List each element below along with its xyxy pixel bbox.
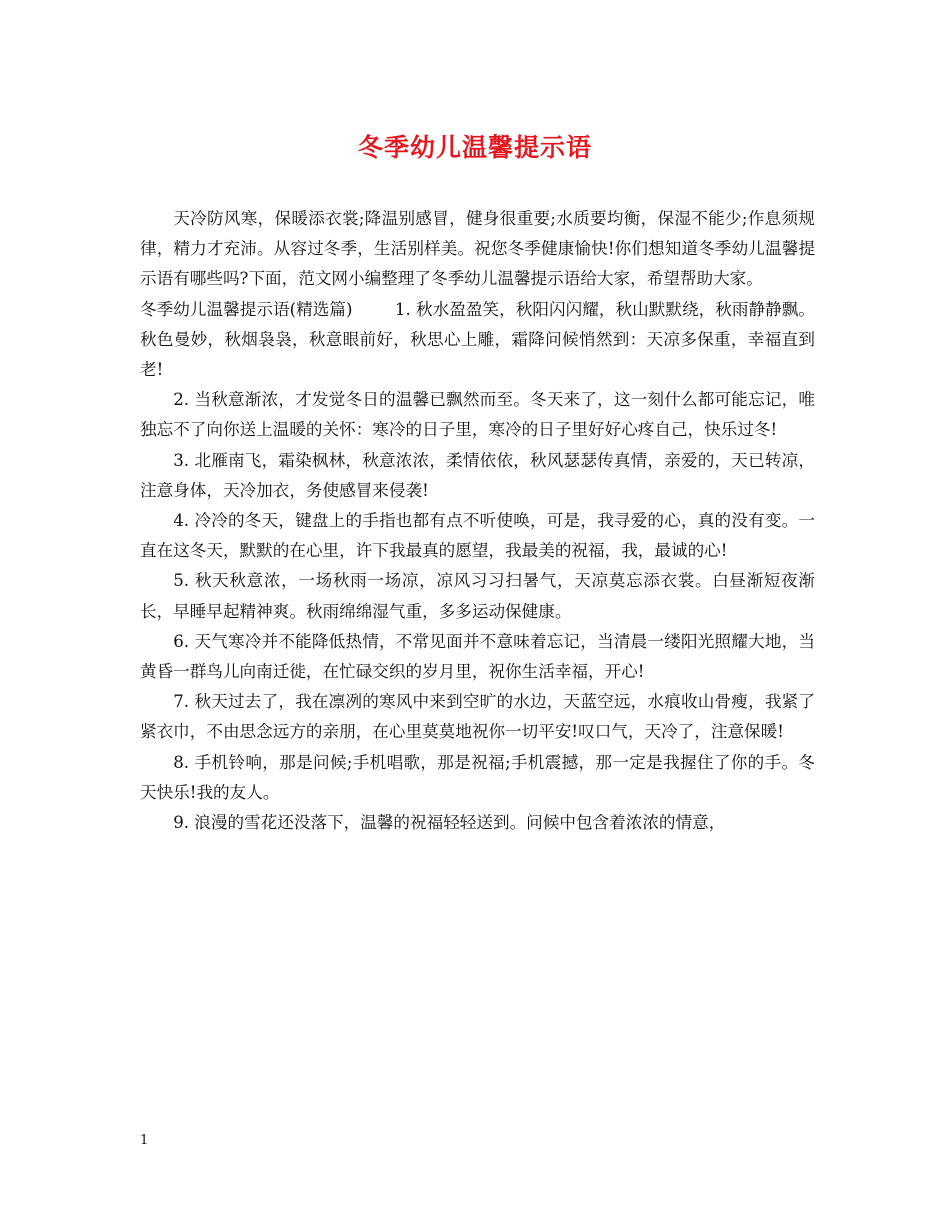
list-item: 9. 浪漫的雪花还没落下，温馨的祝福轻轻送到。问候中包含着浓浓的情意， — [173, 813, 726, 833]
list-item: 2. 当秋意渐浓，才发觉冬日的温馨已飘然而至。冬天来了，这一刻什么都可能忘记，唯独忘不了向你送上温暖的关怀：寒冷的日子里，寒冷的日子里好好心疼自己，快乐过冬! — [140, 390, 815, 440]
list-item: 8. 手机铃响，那是问候;手机唱歌，那是祝福;手机震撼，那一定是我握住了你的手。冬天快乐!我的友人。 — [140, 752, 815, 802]
list-item: 5. 秋天秋意浓，一场秋雨一场凉，凉风习习扫暑气，天凉莫忘添衣裳。白昼渐短夜渐长，早睡早起精神爽。秋雨绵绵湿气重，多多运动保健康。 — [140, 571, 815, 621]
list-item: 7. 秋天过去了，我在凛冽的寒风中来到空旷的水边，天蓝空远，水痕收山骨瘦，我紧了紧衣巾，不由思念远方的亲朋，在心里莫莫地祝你一切平安!叹口气，天冷了，注意保暖! — [140, 692, 815, 742]
list-item: 3. 北雁南飞，霜染枫林，秋意浓浓，柔情依依，秋风瑟瑟传真情，亲爱的，天已转凉，注意身体，天冷加衣，务使感冒来侵袭! — [140, 450, 815, 500]
document-title: 冬季幼儿温馨提示语 — [357, 133, 592, 162]
list-item: 6. 天气寒冷并不能降低热情，不常见面并不意味着忘记，当清晨一缕阳光照耀大地，当黄昏一群鸟儿向南迁徙，在忙碌交织的岁月里，祝你生活幸福，开心! — [140, 631, 815, 682]
section-paragraph: 冬季幼儿温馨提示语(精选篇) 1. 秋水盈盈笑，秋阳闪闪耀，秋山默默绕，秋雨静静飘。秋色曼妙，秋烟袅袅，秋意眼前好，秋思心上雕，霜降问候悄然到：天凉多保重，幸福直到老! — [140, 299, 815, 380]
list-item: 4. 冷冷的冬天，键盘上的手指也都有点不听使唤，可是，我寻爱的心，真的没有变。一直在这冬天，默默的在心里，许下我最真的愿望，我最美的祝福，我，最诚的心! — [140, 511, 815, 561]
intro-paragraph: 天冷防风寒，保暖添衣裳;降温别感冒，健身很重要;水质要均衡，保湿不能少;作息须规律，精力才充沛。从容过冬季，生活别样美。祝您冬季健康愉快!你们想知道冬季幼儿温馨提示语有哪些吗?下面，范文网小编整理了冬季幼儿温馨提示语给大家，希望帮助大家。 — [140, 209, 815, 289]
document-body — [140, 204, 815, 838]
page-number: 1 — [140, 1133, 149, 1148]
